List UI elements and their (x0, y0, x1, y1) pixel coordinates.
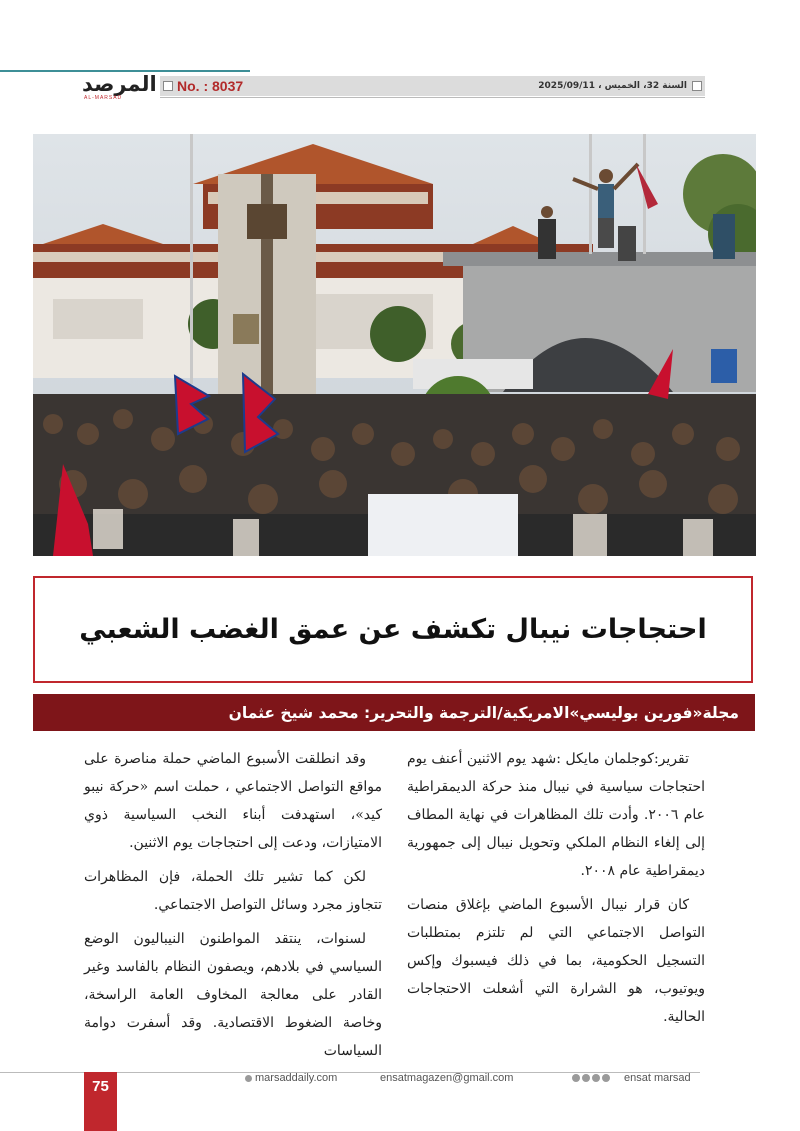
globe-icon (245, 1075, 252, 1082)
byline-text: مجلة«فورين بوليسي»الامريكية/الترجمة والتحرير: محمد شيخ عثمان (228, 703, 739, 722)
paragraph: كان قرار نيبال الأسبوع الماضي بإغلاق منصات التواصل الاجتماعي التي لم تلتزم بمتطلبات التسجيل الحكومية، بما في ذلك فيسبوك وإكس ويوتيوب، هو الشرارة التي أشعلت الاحتجاجات الحالية. (407, 897, 705, 1025)
social-icons (572, 1074, 610, 1082)
footer-website[interactable] (245, 1072, 337, 1084)
square-bullet-icon (163, 81, 173, 91)
footer-social-name[interactable]: ensat marsad (624, 1072, 691, 1084)
paragraph: تقرير:كوجلمان مايكل :شهد يوم الاثنين أعنف يوم احتجاجات سياسية في نيبال منذ حركة الديمقراطية عام ٢٠٠٦. وأدت تلك المظاهرات في نهاية المطاف إلى إلغاء النظام الملكي وتحويل نيبال إلى جمهورية ديمقراطية عام ٢٠٠٨. (407, 751, 705, 879)
website-text: marsaddaily.com (255, 1072, 338, 1084)
protest-photo (33, 134, 756, 556)
twitter-icon (582, 1074, 590, 1082)
article-title: احتجاجات نيبال تكشف عن عمق الغضب الشعبي (79, 614, 707, 645)
magazine-logo (82, 72, 160, 102)
byline-bar (33, 694, 755, 731)
issue-number (163, 77, 243, 95)
square-bullet-icon (692, 81, 702, 91)
paragraph: لكن كما تشير تلك الحملة، فإن المظاهرات تتجاوز مجرد وسائل التواصل الاجتماعي. (84, 869, 382, 913)
header-divider (160, 97, 705, 98)
paragraph: وقد انطلقت الأسبوع الماضي حملة مناصرة على مواقع التواصل الاجتماعي ، حملت اسم «حركة نيبو كيد»، استهدفت أبناء النخب السياسية ذوي الامتيازات، ودعت إلى احتجاجات يوم الاثنين. (84, 751, 382, 851)
headline-box (33, 576, 753, 683)
facebook-icon (572, 1074, 580, 1082)
article-column-right (407, 745, 705, 1037)
logo-subtitle: AL-MARSAD (84, 95, 123, 101)
date-label: السنة 32، الخميس ، 2025/09/11 (538, 81, 687, 91)
issue-date (538, 77, 702, 95)
instagram-icon (592, 1074, 600, 1082)
paragraph: لسنوات، ينتقد المواطنون النيباليون الوضع السياسي في بلادهم، ويصفون النظام بالفاسد وغير القادر على معالجة المخاوف العامة الراسخة، وخاصة الضغوط الاقتصادية. وقد أسفرت دوامة السياسات (84, 931, 382, 1059)
page-number: 75 (84, 1072, 117, 1131)
logo-text: المرصد (82, 72, 157, 96)
protest-photo-illustration (33, 134, 756, 556)
footer-email[interactable]: ensatmagazen@gmail.com (380, 1072, 514, 1084)
issue-label: No. : 8037 (177, 78, 244, 94)
youtube-icon (602, 1074, 610, 1082)
article-column-left (84, 745, 382, 1071)
